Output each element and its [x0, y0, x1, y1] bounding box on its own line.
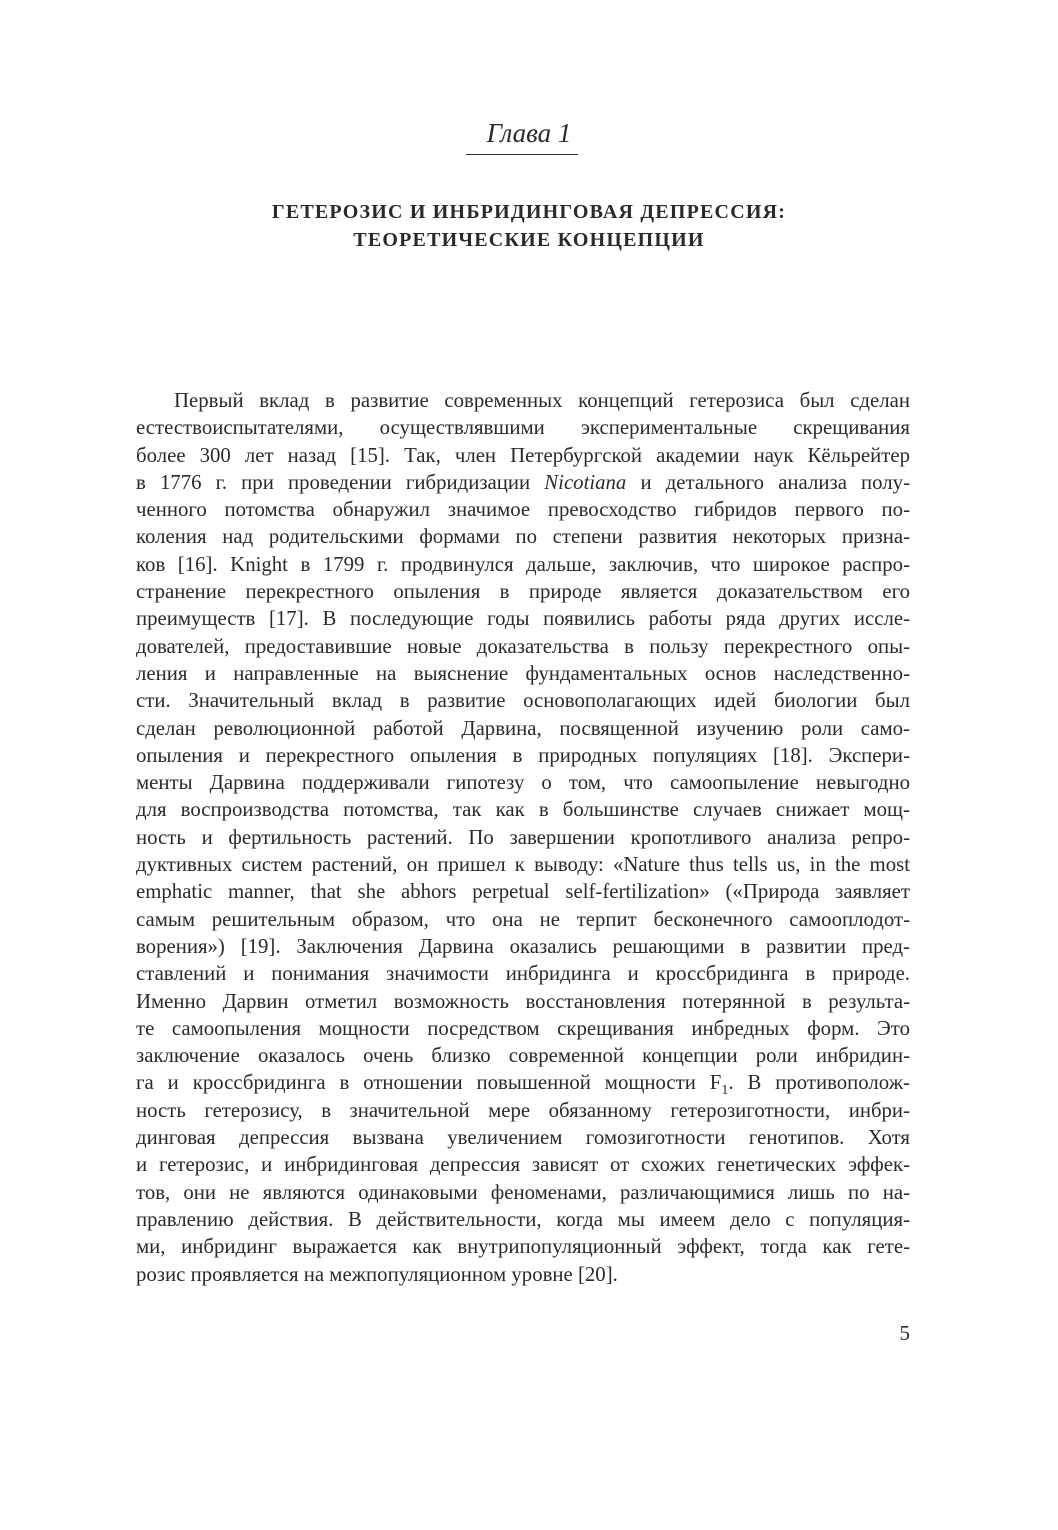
text-line: розис проявляется на межпопуляционном уровне [20]. [136, 1262, 618, 1286]
chapter-title [0, 198, 1058, 254]
text-line: ми, инбридинг выражается как внутрипопуляционный эффект, тогда как гете- [136, 1235, 910, 1259]
text-line: динговая депрессия вызвана увеличением гомозиготности генотипов. Хотя [136, 1126, 910, 1150]
text-line: менты Дарвина поддерживали гипотезу о том, что самоопыление невыгодно [136, 771, 910, 795]
text-line: тов, они не являются одинаковыми феноменами, различающимися лишь по на- [136, 1180, 910, 1204]
page-number: 5 [899, 1321, 910, 1345]
text-line: для воспроизводства потомства, так как в большинстве случаев снижает мощ- [136, 798, 910, 822]
text-line: дуктивных систем растений, он пришел к выводу: «Nature thus tells us, in the most [136, 853, 910, 877]
text-line: ставлений и понимания значимости инбридинга и кроссбридинга в природе. [136, 962, 910, 986]
text-line: га и кроссбридинга в отношении повышенной мощности $F_1$. В противополож- [136, 1071, 910, 1099]
body-paragraph [136, 387, 910, 1288]
text-line: более 300 лет назад [15]. Так, член Петербургской академии наук Кёльрейтер [136, 443, 910, 467]
text-line: заключение оказалось очень близко современной концепции роли инбридин- [136, 1044, 910, 1068]
text-line: преимуществ [17]. В последующие годы появились работы ряда других иссле- [136, 607, 910, 631]
text-line: коления над родительскими формами по степени развития некоторых призна- [136, 525, 910, 549]
text-line: ность и фертильность растений. По завершении кропотливого анализа репро- [136, 825, 910, 849]
text-line: сделан революционной работой Дарвина, посвященной изучению роли само- [136, 716, 910, 740]
text-line: Первый вклад в развитие современных концепций гетерозиса был сделан [174, 389, 910, 412]
chapter-label: Глава 1 [486, 118, 572, 148]
text-line: сти. Значительный вклад в развитие основополагающих идей биологии был [136, 689, 910, 713]
text-line: ченного потомства обнаружил значимое превосходство гибридов первого по- [136, 498, 910, 522]
text-line: emphatic manner, that she abhors perpetual self-fertilization» («Природа заявляет [136, 880, 910, 904]
text-line: Именно Дарвин отметил возможность восстановления потерянной в результа- [136, 989, 910, 1013]
chapter-underline [466, 154, 578, 155]
text-line: те самоопыления мощности посредством скрещивания инбредных форм. Это [136, 1016, 910, 1040]
text-line: ность гетерозису, в значительной мере обязанному гетерозиготности, инбри- [136, 1098, 910, 1122]
chapter-title-line: ГЕТЕРОЗИС И ИНБРИДИНГОВАЯ ДЕПРЕССИЯ: [271, 201, 787, 223]
text-line: ления и направленные на выяснение фундаментальных основ наследственно- [136, 661, 910, 685]
text-line: и гетерозис, и инбридинговая депрессия зависят от схожих генетических эффек- [136, 1153, 910, 1177]
text-line: правлению действия. В действительности, когда мы имеем дело с популяция- [136, 1207, 910, 1231]
text-line: ворения») [19]. Заключения Дарвина оказались решающими в развитии пред- [136, 934, 910, 958]
chapter-title-line: ТЕОРЕТИЧЕСКИЕ КОНЦЕПЦИИ [353, 229, 705, 251]
text-line: странение перекрестного опыления в природе является доказательством его [136, 580, 910, 604]
subscript: 1 [721, 1083, 729, 1099]
text-line: в 1776 г. при проведении гибридизации Nicotiana и детального анализа полу- [136, 470, 911, 494]
text-line: опыления и перекрестного опыления в природных популяциях [18]. Экспери- [136, 743, 910, 767]
italic-term: Nicotiana [544, 470, 627, 494]
text-line: самым решительным образом, что она не терпит бесконечного самооплодот- [136, 907, 910, 931]
text-line: естествоиспытателями, осуществлявшими экспериментальные скрещивания [136, 416, 910, 440]
text-line: дователей, предоставившие новые доказательства в пользу перекрестного опы- [136, 634, 910, 658]
text-line: ков [16]. Knight в 1799 г. продвинулся дальше, заключив, что широкое распро- [136, 552, 910, 576]
